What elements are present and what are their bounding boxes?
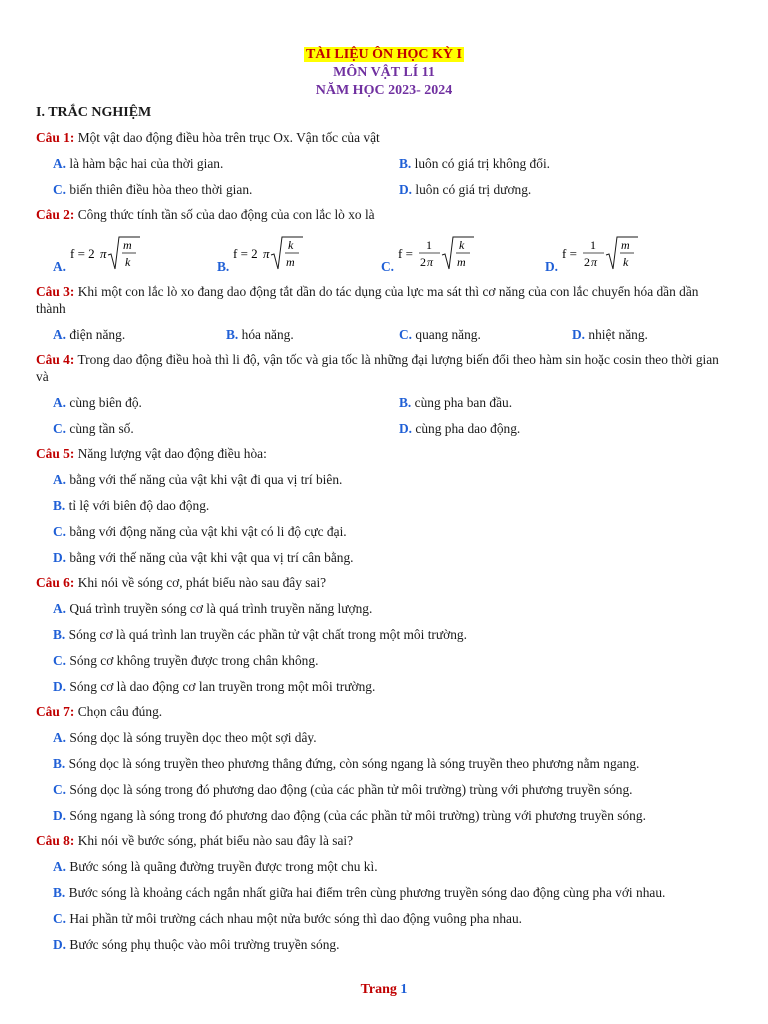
- doc-title: TÀI LIỆU ÔN HỌC KỲ I: [306, 47, 462, 62]
- question-6: [36, 574, 728, 591]
- question-text: Công thức tính tần số của dao động của con lắc lò xo là: [77, 207, 375, 222]
- svg-text:1: 1: [590, 238, 597, 252]
- question-label: Câu 5:: [36, 446, 75, 461]
- question-text: Khi nói về sóng cơ, phát biểu nào sau đây sai?: [77, 575, 327, 590]
- question-2: [36, 206, 728, 223]
- svg-text:π: π: [427, 255, 434, 269]
- option-a: A. Sóng dọc là sóng truyền dọc theo một sợi dây.: [53, 730, 317, 745]
- option-d: D. Bước sóng phụ thuộc vào môi trường truyền sóng.: [53, 937, 340, 952]
- option-d: D. Sóng cơ là dao động cơ lan truyền trong một môi trường.: [53, 679, 376, 694]
- option-b: B. cùng pha ban đầu.: [399, 395, 513, 410]
- doc-school-year: NĂM HỌC 2023- 2024: [315, 83, 453, 98]
- question-1: [36, 129, 728, 146]
- doc-subject: MÔN VẬT LÍ 11: [333, 65, 435, 80]
- option-b: B. tỉ lệ với biên độ dao động.: [53, 498, 210, 513]
- svg-text:f = 2: f = 2: [233, 246, 258, 261]
- option-c: C. f = 1 2 π k m: [364, 235, 528, 275]
- option-b: B. Sóng cơ là quá trình lan truyền các phần tử vật chất trong một môi trường.: [53, 627, 467, 642]
- svg-text:f =: f =: [398, 246, 413, 261]
- svg-text:k: k: [623, 255, 629, 269]
- svg-text:m: m: [286, 255, 295, 269]
- options-row: [36, 231, 728, 275]
- formula-f-2pi-sqrt-k-over-m: [233, 235, 323, 275]
- option-b: B. Bước sóng là khoảng cách ngắn nhất giữa hai điểm trên cùng phương truyền sóng dao động cùng pha với nhau.: [53, 885, 666, 900]
- option-c: C. Sóng cơ không truyền được trong chân không.: [53, 653, 319, 668]
- document-body: [36, 105, 728, 953]
- page-number: 1: [400, 982, 408, 997]
- question-7: [36, 703, 728, 720]
- question-text: Khi nói về bước sóng, phát biểu nào sau đây là sai?: [77, 833, 354, 848]
- page-footer: [0, 982, 768, 998]
- question-label: Câu 1:: [36, 130, 75, 145]
- option-d: D. nhiệt năng.: [572, 327, 648, 342]
- question-label: Câu 2:: [36, 207, 75, 222]
- question-label: Câu 7:: [36, 704, 75, 719]
- formula-f-1-over-2pi-sqrt-m-over-k: [562, 235, 652, 275]
- option-d: D. Sóng ngang là sóng trong đó phương dao động (của các phần tử môi trường) trùng với phương truyền sóng.: [53, 808, 646, 823]
- svg-text:k: k: [459, 238, 465, 252]
- question-3: [36, 283, 728, 317]
- option-a: A. là hàm bậc hai của thời gian.: [53, 156, 224, 171]
- options-row: [36, 155, 728, 172]
- question-text: Chọn câu đúng.: [77, 704, 163, 719]
- svg-text:k: k: [125, 255, 131, 269]
- option-a: A. f = 2 π m k: [36, 235, 200, 275]
- option-d: D. f = 1 2 π m k: [528, 235, 692, 275]
- question-label: Câu 4:: [36, 352, 75, 367]
- svg-text:π: π: [591, 255, 598, 269]
- formula-f-2pi-sqrt-m-over-k: [70, 235, 160, 275]
- option-a: A. cùng biên độ.: [53, 395, 142, 410]
- question-5: [36, 445, 728, 462]
- svg-text:k: k: [288, 238, 294, 252]
- option-b: B. f = 2 π k m: [200, 235, 364, 275]
- option-d: D. bằng với thế năng của vật khi vật qua vị trí cân bằng.: [53, 550, 354, 565]
- question-8: [36, 832, 728, 849]
- option-b: B. Sóng dọc là sóng truyền theo phương thẳng đứng, còn sóng ngang là sóng truyền theo phương nằm ngang.: [53, 756, 640, 771]
- document-header: [0, 0, 768, 100]
- question-text: Năng lượng vật dao động điều hòa:: [77, 446, 267, 461]
- section-title: I. TRẮC NGHIỆM: [36, 105, 152, 120]
- options-row: [36, 394, 728, 411]
- option-a: A. điện năng.: [53, 327, 126, 342]
- options-row: [36, 181, 728, 198]
- option-b: B. luôn có giá trị không đổi.: [399, 156, 551, 171]
- svg-text:m: m: [621, 238, 630, 252]
- option-a: A. Bước sóng là quãng đường truyền được trong một chu kì.: [53, 859, 378, 874]
- option-b: B. hóa năng.: [226, 327, 294, 342]
- option-a: A. bằng với thế năng của vật khi vật đi qua vị trí biên.: [53, 472, 343, 487]
- question-text: Khi một con lắc lò xo đang dao động tắt dần do tác dụng của lực ma sát thì cơ năng của con lắc chuyển hóa dần dần thành: [36, 284, 699, 316]
- question-text: Trong dao động điều hoà thì li độ, vận tốc và gia tốc là những đại lượng biến đổi theo hàm sin hoặc cosin theo thời gian và: [36, 352, 719, 384]
- options-row: [36, 420, 728, 437]
- option-c: C. Sóng dọc là sóng trong đó phương dao động (của các phần tử môi trường) trùng với phương truyền sóng.: [53, 782, 633, 797]
- option-a: A. Quá trình truyền sóng cơ là quá trình truyền năng lượng.: [53, 601, 373, 616]
- question-label: Câu 3:: [36, 284, 75, 299]
- svg-text:f = 2: f = 2: [70, 246, 95, 261]
- question-label: Câu 6:: [36, 575, 75, 590]
- option-d: D. luôn có giá trị dương.: [399, 182, 532, 197]
- svg-text:2: 2: [420, 255, 427, 269]
- svg-text:π: π: [263, 246, 270, 261]
- svg-text:f =: f =: [562, 246, 577, 261]
- option-c: C. bằng với động năng của vật khi vật có li độ cực đại.: [53, 524, 347, 539]
- page-label: Trang: [360, 982, 397, 997]
- option-c: C. biến thiên điều hòa theo thời gian.: [53, 182, 253, 197]
- question-4: [36, 351, 728, 385]
- svg-text:1: 1: [426, 238, 433, 252]
- formula-f-1-over-2pi-sqrt-k-over-m: [398, 235, 488, 275]
- option-c: C. cùng tần số.: [53, 421, 134, 436]
- question-text: Một vật dao động điều hòa trên trục Ox. Vận tốc của vật: [77, 130, 380, 145]
- question-label: Câu 8:: [36, 833, 75, 848]
- option-c: C. quang năng.: [399, 327, 481, 342]
- option-d: D. cùng pha dao động.: [399, 421, 521, 436]
- option-c: C. Hai phần tử môi trường cách nhau một nửa bước sóng thì dao động vuông pha nhau.: [53, 911, 523, 926]
- svg-text:m: m: [123, 238, 132, 252]
- svg-text:2: 2: [584, 255, 591, 269]
- svg-text:π: π: [100, 246, 107, 261]
- svg-text:m: m: [457, 255, 466, 269]
- options-row: [36, 326, 728, 343]
